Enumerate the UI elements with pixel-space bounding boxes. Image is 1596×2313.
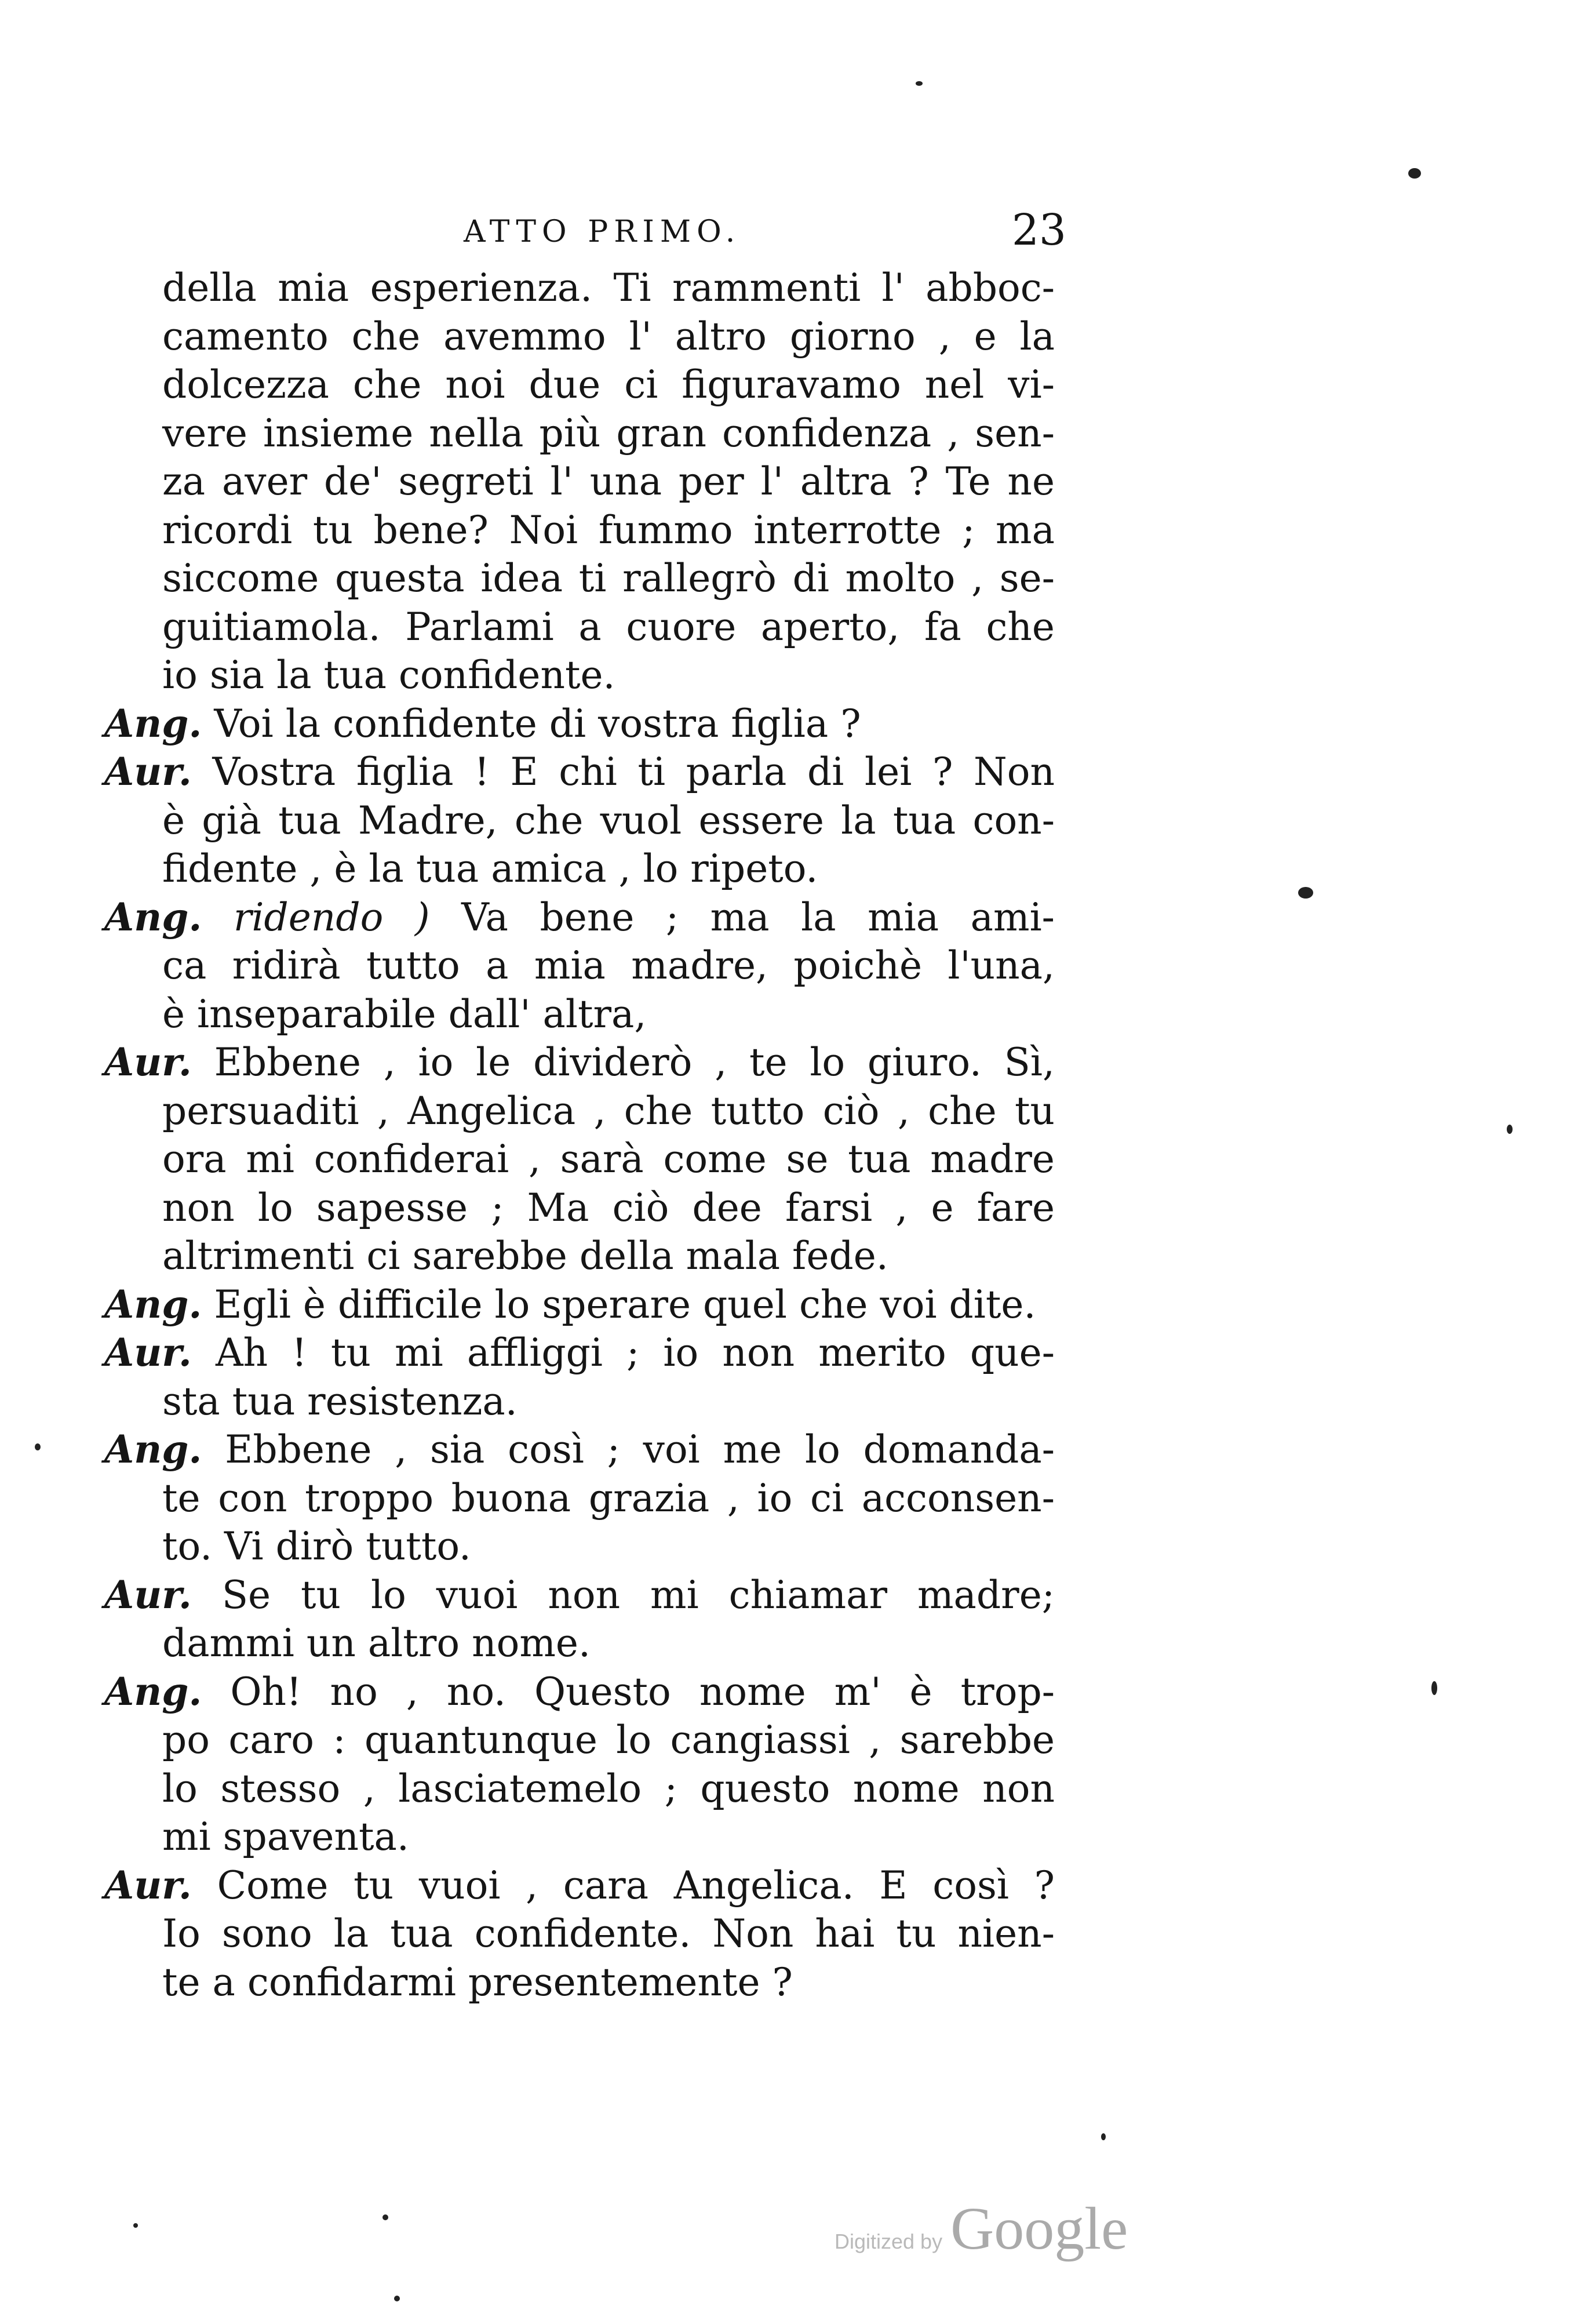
speech-line: è inseparabile dall' altra, (162, 991, 647, 1037)
speaker-name: Aur. (104, 749, 192, 794)
speech-line: te a confidarmi presentemente ? (162, 1959, 793, 2005)
speech-aur-2 (104, 1038, 1055, 1281)
speech-line (104, 1329, 1055, 1377)
speech-ang-2 (104, 893, 1055, 1039)
speech-line: to. Vi dirò tutto. (162, 1524, 471, 1569)
paper-speck (1408, 168, 1421, 179)
paper-speck (1507, 1125, 1513, 1134)
digitized-by-text: Digitized by (835, 2230, 943, 2253)
speech-line: dammi un altro nome. (162, 1621, 591, 1665)
speaker-name: Aur. (104, 1330, 192, 1375)
paragraph-line: za aver de' segreti l' una per l' altra ? Te ne (162, 459, 1055, 504)
speech-text: Va bene ; ma la mia ami- (461, 894, 1055, 940)
paragraph-line: camento che avemmo l' altro giorno , e la (162, 314, 1055, 359)
speech-aur-4 (104, 1571, 1055, 1668)
speech-line: mi spaventa. (162, 1814, 409, 1859)
page-number: 23 (1011, 205, 1066, 255)
speech-ang-4 (104, 1425, 1055, 1571)
digitized-watermark (835, 2194, 1128, 2263)
speech-line (104, 1038, 1055, 1087)
speech-text: Vostra figlia ! E chi ti parla di lei ? Non (212, 750, 1055, 794)
speech-line (104, 748, 1055, 797)
speaker-name: Ang. (104, 894, 202, 940)
paper-speck (394, 2296, 400, 2301)
paper-speck (382, 2214, 388, 2220)
speech-line: lo stesso , lasciatemelo ; questo nome non (162, 1766, 1055, 1811)
speaker-name: Ang. (104, 1427, 202, 1472)
paper-speck (1298, 887, 1313, 899)
speech-text: Egli è difficile lo sperare quel che voi dite. (214, 1282, 1036, 1327)
speech-line (104, 1571, 1055, 1620)
speech-text: Ah ! tu mi affliggi ; io non merito que- (216, 1330, 1055, 1375)
paragraph-line: ricordi tu bene? Noi fummo interrotte ; ma (162, 507, 1055, 552)
speech-aur-5 (104, 1861, 1055, 2007)
speech-text: Oh! no , no. Questo nome m' è trop- (230, 1669, 1055, 1714)
speaker-name: Aur. (104, 1039, 192, 1085)
speech-line (104, 700, 1055, 748)
speech-line: te con troppo buona grazia , io ci acconsen- (162, 1475, 1055, 1521)
speech-line: Io sono la tua confidente. Non hai tu nien- (162, 1911, 1055, 1956)
speaker-name: Ang. (104, 1281, 202, 1327)
speech-text: Come tu vuoi , cara Angelica. E così ? (217, 1863, 1055, 1908)
speaker-name: Aur. (104, 1572, 192, 1617)
speech-line (104, 1425, 1055, 1474)
speech-line: ca ridirà tutto a mia madre, poichè l'una, (162, 943, 1055, 988)
speech-line: persuaditi , Angelica , che tutto ciò , che tu (162, 1088, 1055, 1133)
speaker-name: Ang. (104, 1668, 202, 1714)
speaker-name: Ang. (104, 700, 202, 746)
text-block (104, 264, 1055, 2006)
paragraph-line: vere insieme nella più gran confidenza , sen- (162, 410, 1055, 456)
speaker-name: Aur. (104, 1862, 192, 1908)
paper-speck (133, 2223, 138, 2228)
paper-speck (35, 1443, 41, 1450)
speech-text: Voi la confidente di vostra figlia ? (214, 701, 861, 746)
speech-line: è già tua Madre, che vuol essere la tua con- (162, 798, 1055, 843)
speech-line: altrimenti ci sarebbe della mala fede. (162, 1234, 888, 1278)
speech-line (104, 893, 1055, 942)
opening-paragraph (104, 264, 1055, 700)
speech-line (104, 1861, 1055, 1910)
paragraph-line: io sia la tua confidente. (162, 653, 615, 697)
speech-line (104, 1668, 1055, 1716)
paragraph-line: guitiamola. Parlami a cuore aperto, fa che (162, 604, 1055, 649)
speech-line: fidente , è la tua amica , lo ripeto. (162, 846, 818, 891)
paragraph-line: della mia esperienza. Ti rammenti l' abboc- (162, 266, 1055, 310)
page-header (162, 205, 1066, 261)
speech-line: ora mi confiderai , sarà come se tua madre (162, 1137, 1055, 1181)
speech-ang-3 (104, 1281, 1055, 1329)
speech-ang-1 (104, 700, 1055, 748)
speech-line (104, 1281, 1055, 1329)
paragraph-line: dolcezza che noi due ci figuravamo nel vi- (162, 362, 1055, 407)
paragraph-line: siccome questa idea ti rallegrò di molto , se- (162, 556, 1055, 601)
speech-text: Ebbene , sia così ; voi me lo domanda- (225, 1427, 1055, 1472)
paper-speck (1431, 1681, 1437, 1695)
speech-aur-3 (104, 1329, 1055, 1425)
speech-text: Se tu lo vuoi non mi chiamar madre; (221, 1572, 1055, 1617)
running-head: ATTO PRIMO. (464, 214, 741, 249)
speech-ang-5 (104, 1668, 1055, 1861)
speech-line: non lo sapesse ; Ma ciò dee farsi , e fare (162, 1185, 1055, 1230)
paper-speck (1101, 2133, 1106, 2140)
speech-text: Ebbene , io le dividerò , te lo giuro. Sì, (214, 1040, 1055, 1085)
speech-line: po caro : quantunque lo cangiassi , sarebbe (162, 1718, 1055, 1762)
speech-line: sta tua resistenza. (162, 1379, 518, 1424)
speech-aur-1 (104, 748, 1055, 893)
paper-speck (916, 81, 923, 86)
stage-direction: ridendo ) (233, 894, 430, 940)
google-logo: Google (950, 2195, 1128, 2262)
